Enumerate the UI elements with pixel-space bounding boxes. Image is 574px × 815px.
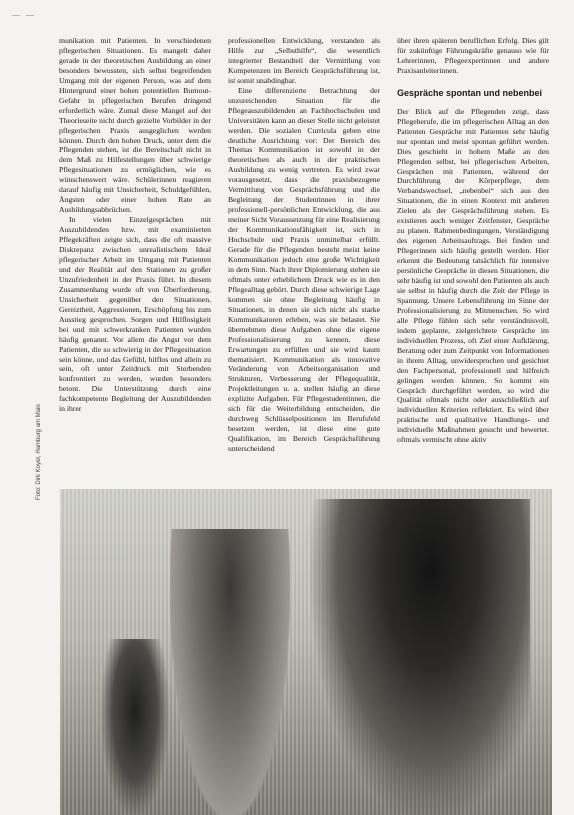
text-column-1 — [59, 36, 211, 414]
paragraph: Der Blick auf die Pflegenden zeigt, dass Pflegeberufe, die im pflegerischen Alltag an den Patienten Gespräche mit Patienten sehr häufig nur spontan und meist spontan geführt werden. Dies geschieht in hohem Maße an den Pflegenden selbst, bei pflegerischen Arbeiten, Gesprächen mit Patienten, während der Durchführung der Körperpflege, dem Verbandswechsel, „nebenbei“ sich aus den Situationen, die in einen Kontext mit anderen Zielen als der Gesprächsführung stehen. Es existieren auch weniger Zeitfenster, Gespräche zu planen. Rahmenbedingungen, Verständigung des eigenen Arbeitsauftrags. Bei finden und Pflegerinnen sich häufig gestellt werden. Hier erkennt die Bedeutung tatsächlich für intensive persönliche Gespräche in diesen Situationen, die sehr häufig ist und sowohl den Patienten als auch sie selbst in häufig durch die Zeit der Pflege in Spannung. Unsere Lebensführung im Sinne der Professionalisierung zu Mitmenschen. So wird alle Pflege fühlen sich sehr verständnisvoll, indem geplante, zielgerichtete Gespräche im individuellen Prozess, oft Ziel einer Aufklärung, Beratung oder zum Zeitpunkt von Informationen in ihrem Alltag, unwidersprochen und gesichtet den Fachpersonal, professionell und hilfreich gelingen werden können. So kommt ein Gespräch durchgeführt werden, so wird die Qualität oftmals nicht oder ausschließlich auf individuellen Kriterien reflektiert. Es wird über praktische und qualitative Handlungs- und individuelle Maßnahmen gesucht und bewertet. oftmals vermischt ohne aktiv — [397, 106, 549, 445]
paragraph: In vielen Einzelgesprächen mit Auszubildenden bzw. mit examinierten Pflegekräften zeigte sich, dass die oft massive Diskrepanz zwischen unrealistischem Ideal pflegerischer Arbeit im Umgang mit Patienten und der Realität auf den Stationen zu großer Unzufriedenheit in der Praxis führt. In diesem Zusammenhang wurde oft von Überforderung, Unsicherheit gegenüber den Situationen, Gereiztheit, Aggressionen, Erschöpfung bis zum Ausstieg gesprochen. Sorgen und Hilflosigkeit bei und mit schwerkranken Patienten wurden häufig genannt. Vor allem die Angst vor dem Patienten, die so schwierig in der Pflegesituation sein könne, und das Gefühl, hilflos und allein zu sein, oft unter Zeitdruck mit Sterbenden konfrontiert zu werden, wurden besonders betont. Die Unterstützung durch eine fachkompetente Begleitung der Auszubildenden in ihrer — [59, 215, 211, 414]
paragraph: über ihren späteren beruflichen Erfolg. Dies gilt für zukünftige Führungskräfte genauso wie für Lehrerinnen, Pflegeexpertinnen und andere Praxisanleiterinnen. — [397, 36, 549, 75]
text-column-3 — [397, 36, 549, 445]
photo-person-left — [170, 529, 290, 815]
text-column-2 — [228, 36, 380, 454]
article-photo — [60, 489, 552, 815]
photo-person-right — [310, 499, 530, 815]
photo-credit: Foto: Dirk Koyer, Hamburg am Main — [36, 404, 42, 500]
photo-object — [100, 639, 170, 815]
corner-mark: — — — [12, 10, 36, 19]
section-heading: Gespräche spontan und nebenbei — [397, 87, 543, 98]
paragraph: Eine differenzierte Betrachtung der unzureichenden Situation für die Pflegeauszubildenden an Fachhochschulen und Universitäten kann an dieser Stelle nicht geleistet werden. Die sozialen Curricula geben eine deutliche Ausrichtung vor: Der Bereich des Themas Kommunikation ist sowohl in der theoretischen als auch in der praktischen Ausbildung zu wenig vertreten. Es wird zwar vorausgesetzt, dass die praxisbezogene Vermittlung von Gesprächsführung und die Begleitung der Studentinnen in ihrer professionell-persönlichen Entwicklung, die aus meiner Sicht Voraussetzung für eine Realisierung der Kommunikationsfähigkeit ist, sich in Hochschule und Praxis unmittelbar erfüllt. Gerade für die Pflegenden besteht meist keine Kommunikation jedoch eine große Wichtigkeit in dem Sinn. Nach ihrer Diplomierung stehen sie oftmals unter erheblichem Druck wie es in den Pflegealltag gehört. Durch diese schwierige Lage kommen sie ohne Begleitung häufig in Situationen, in denen sie sich nicht als starke Kommunikatoren erleben, was sie belastet. Sie übernehmen diese Aufgaben ohne die eigene Professionalisierung zu kennen, diese Erwartungen zu erfüllen und sie wird kaum thematisiert. Kommunikation als innovative Veränderung von Arbeitsorganisation und Strukturen, Verbesserung der Pflegequalität, Projektleitungen u. a. stellen häufig an diese explizite Aufgaben. Für Pflegestudentinnen, die sich für die Weiterbildung entscheiden, die durchweg Schlüsselpositionen im Berufsfeld besetzen werden, ist diese eine gute Qualifikation, im Bereich Gesprächsführung unterscheidend — [228, 85, 380, 454]
paragraph: munikation mit Patienten. In verschiedenen pflegerischen Situationen. Es mangelt daher gerade in der theoretischen Ausbildung an einer besonders bewussten, sich selbst begreifenden Umgang mit der eigenen Person, was auf dem Hintergrund einer hohen potentiellen Burnout-Gefahr in pflegerischen Berufen dringend erforderlich wäre. Zumal diese Mangel auf der Theorieseite nicht durch gezielte Vorbilder in der pflegerischen Praxis ausgeglichen werden können. Durch den hohen Druck, unter dem die Pflegenden stehen, ist die Bereitschaft nicht in dem Maß zu Hilfestellungen über schwierige Pflegesituationen zu ermöglichen, wie es wünschenswert wäre. Schülerinnen reagieren darauf häufig mit Unsicherheit, Schuldgefühlen, Ängsten oder einer hohen Rate an Ausbildungsabbrüchen. — [59, 36, 211, 215]
paragraph: professionellen Entwicklung, verstanden als Hilfe zur „Selbsthilfe“, die wesentlich integrierter Bestandteil der Vermittlung von Kompetenzen im Bereich Gesprächsführung ist, ist somit unabdingbar. — [228, 36, 380, 85]
